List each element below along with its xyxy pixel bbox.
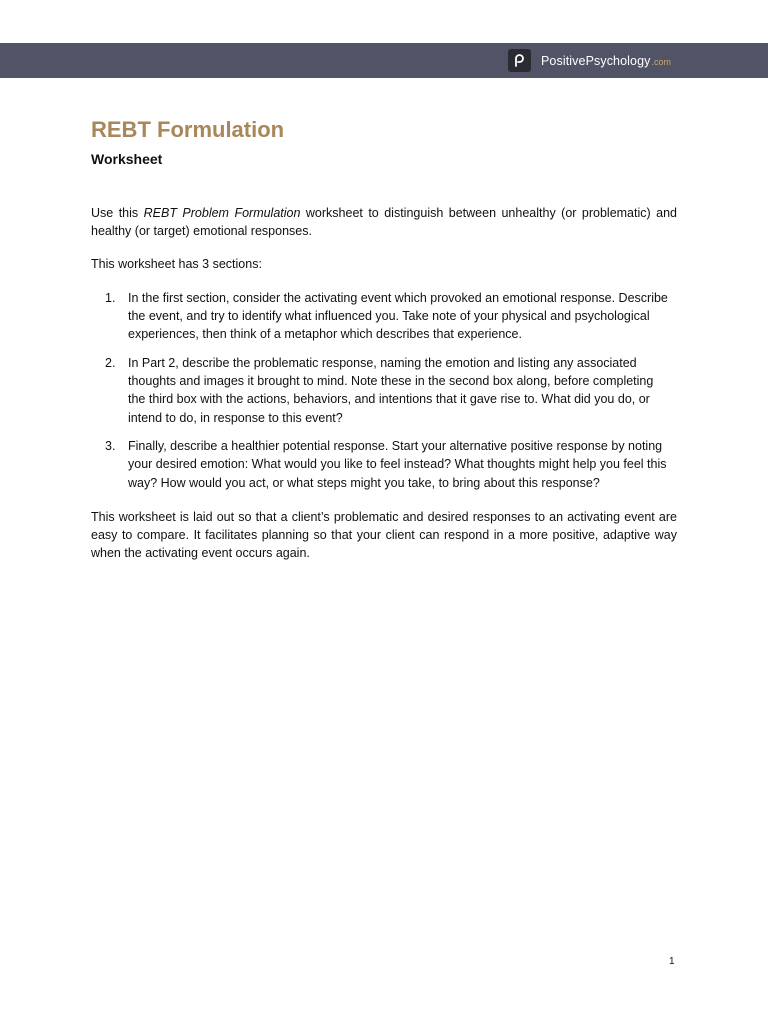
worksheet-name: REBT Problem Formulation (143, 206, 301, 220)
intro-suffix: worksheet to distinguish between unhealthy (or problematic) and healthy (or target) emotional responses. (91, 206, 677, 239)
brand-logo[interactable] (508, 49, 671, 72)
document-body (91, 116, 677, 563)
p-logo-icon (508, 49, 531, 72)
step-number: 1. (105, 290, 116, 305)
page-number: 1 (669, 956, 675, 967)
header-bar (0, 43, 768, 78)
step-text: In the first section, consider the activating event which provoked an emotional response. Describe the event, and try to identify what influenced you. Take note of your physical and psychological experiences, then think of a metaphor which describes that experience. (128, 290, 668, 342)
sections-line: This worksheet has 3 sections: (91, 256, 262, 271)
list-item (91, 437, 677, 492)
step-number: 2. (105, 355, 116, 370)
step-text: Finally, describe a healthier potential response. Start your alternative positive response by noting your desired emotion: What would you like to feel instead? What thoughts might help you feel this way? How would you act, or what steps might you take, to bring about this response? (128, 438, 667, 490)
list-item (91, 354, 677, 427)
brand-tld: .com (651, 56, 672, 67)
intro-paragraph (91, 204, 677, 241)
step-number: 3. (105, 438, 116, 453)
page-subtitle: Worksheet (91, 151, 163, 167)
brand-name: PositivePsychology (541, 53, 651, 68)
steps-list (91, 289, 677, 492)
step-text: In Part 2, describe the problematic response, naming the emotion and listing any associated thoughts and images it brought to mind. Note these in the second box along, before completing the third box with the actions, behaviors, and intentions that it gave rise to. What did you do, or intend to do, in response to this event? (128, 355, 654, 425)
page-title: REBT Formulation (91, 117, 285, 142)
closing-paragraph: This worksheet is laid out so that a client’s problematic and desired responses to an activating event are easy to compare. It facilitates planning so that your client can respond in a more positive, adaptive way when the activating event occurs again. (91, 509, 677, 561)
list-item (91, 289, 677, 344)
intro-prefix: Use this (91, 206, 144, 220)
